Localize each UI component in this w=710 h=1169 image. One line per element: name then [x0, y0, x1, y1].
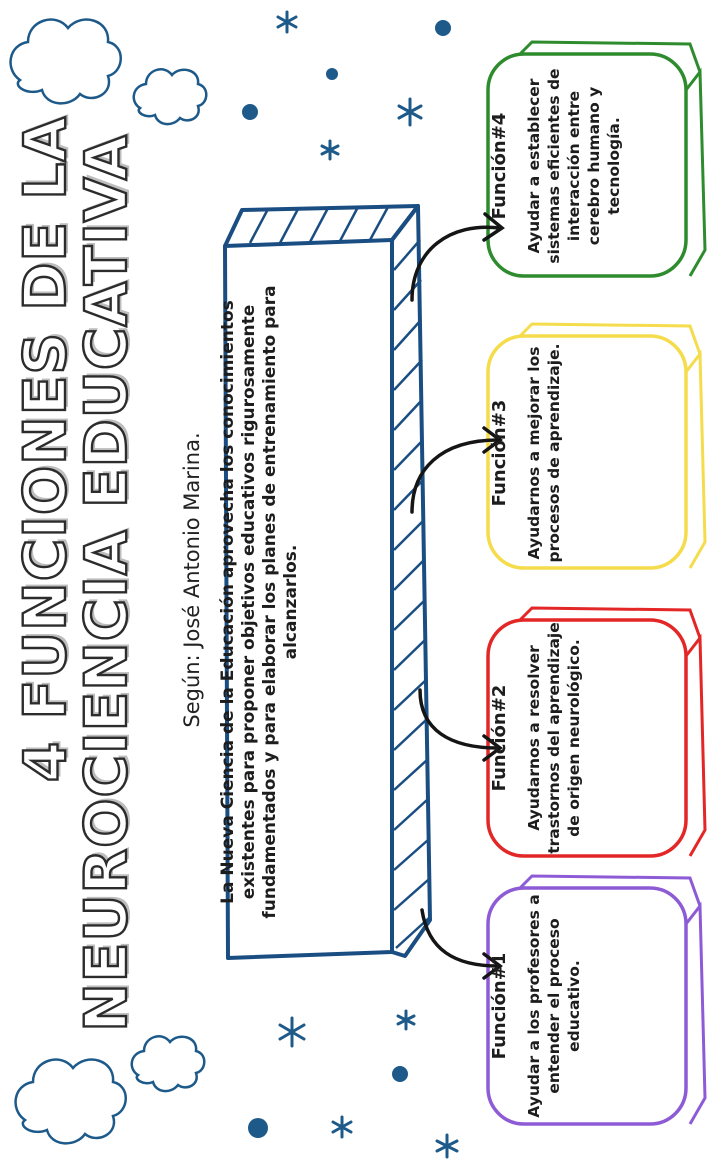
- dot-icon: [248, 1118, 268, 1138]
- function-card-2: [489, 620, 685, 856]
- dot-icon: [435, 20, 451, 36]
- star-icon: [333, 1117, 351, 1137]
- dot-icon: [242, 104, 258, 120]
- star-icon: [437, 1135, 457, 1157]
- function-text: Ayudarnos a mejorar los procesos de aprendizaje.: [525, 343, 563, 563]
- title-line-1: 4 FUNCIONES DE LA: [11, 115, 79, 783]
- function-card-1: [489, 888, 685, 1124]
- cloud-icon: [132, 1036, 205, 1091]
- function-title: Función#2: [489, 684, 510, 792]
- star-icon: [322, 141, 338, 159]
- dot-icon: [392, 1066, 408, 1082]
- function-title: Función#4: [489, 112, 510, 220]
- cloud-icon: [134, 69, 207, 124]
- main-box-text: La Nueva Ciencia de la Educación aprovecha los conocimientos existentes para proponer objetivos educativos rigurosamente fundamentados y para elaborar los planes de entrenamiento para alcanzarlos.: [218, 285, 301, 919]
- dot-icon: [326, 68, 338, 80]
- subtitle: Según: José Antonio Marina.: [180, 432, 204, 728]
- function-text: Ayudar a los profesores a entender el proceso educativo.: [525, 894, 583, 1118]
- function-card-4: [489, 55, 685, 277]
- cloud-icon: [16, 1060, 126, 1144]
- function-title: Función#1: [489, 952, 510, 1060]
- function-card-3: [489, 338, 685, 568]
- star-icon: [278, 12, 296, 32]
- title-line-2: NEUROCIENCIA EDUCATIVA: [72, 134, 140, 1032]
- function-title: Función#3: [489, 399, 510, 507]
- star-icon: [280, 1018, 304, 1046]
- function-text: Ayudarnos a resolver trastornos del aprendizaje de origen neurológico.: [525, 622, 583, 854]
- function-text: Ayudar a establecer sistemas eficientes de interacción entre cerebro humano y tecnología.: [525, 68, 623, 264]
- star-icon: [398, 1011, 414, 1029]
- star-icon: [399, 99, 421, 125]
